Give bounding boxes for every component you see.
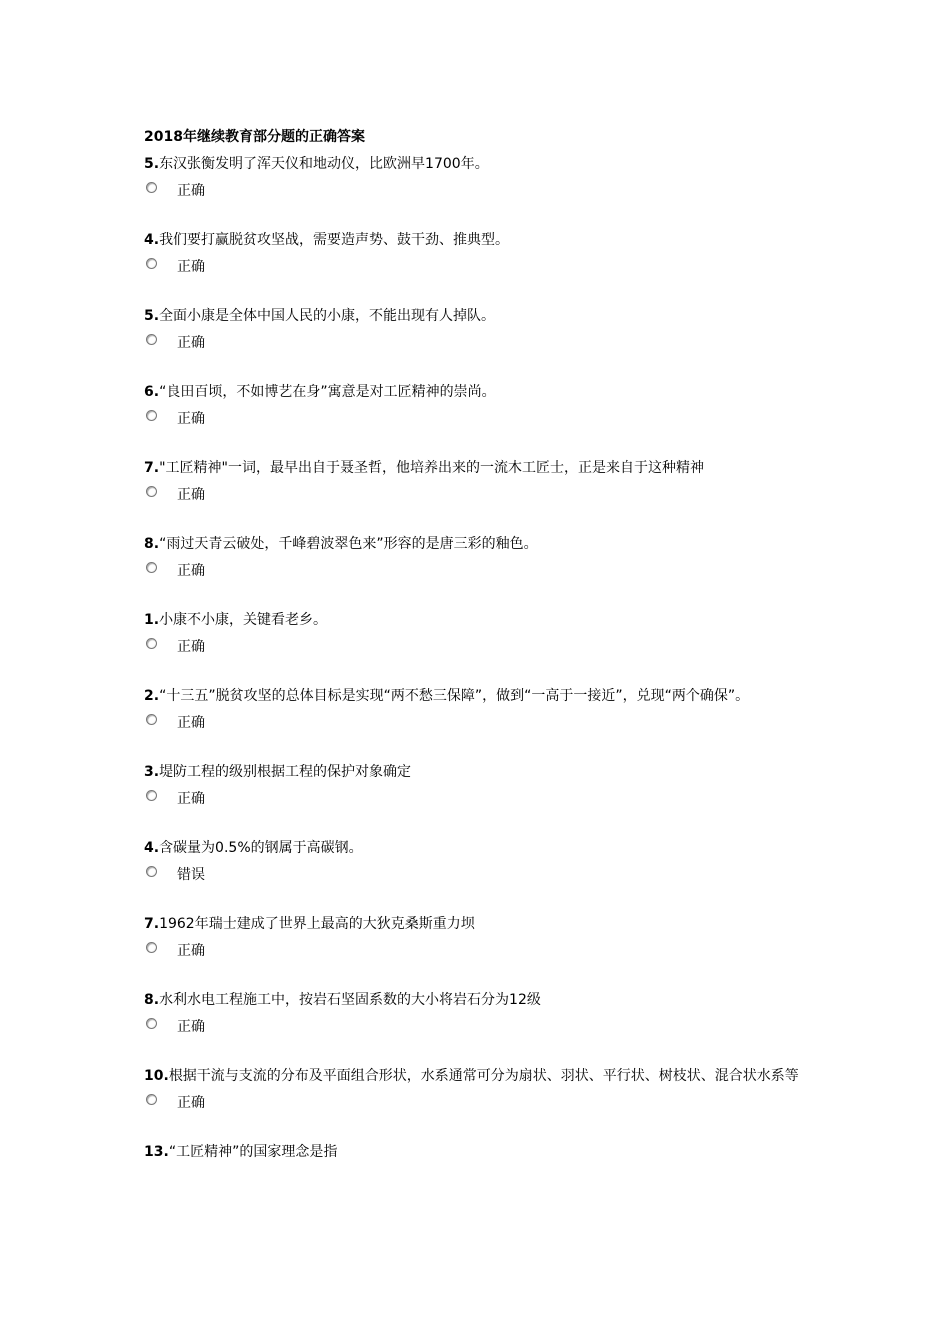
question-body: 我们要打赢脱贫攻坚战，需要造声势、鼓干劲、推典型。 xyxy=(159,232,510,248)
question-number: 8. xyxy=(144,992,160,1008)
question-number: 3. xyxy=(144,764,160,780)
radio-button-icon[interactable] xyxy=(146,562,157,573)
question-number: 5. xyxy=(144,156,160,172)
answer-label: 正确 xyxy=(177,335,205,351)
question-body: 水利水电工程施工中，按岩石坚固系数的大小将岩石分为12级 xyxy=(159,992,541,1008)
answer-label: 正确 xyxy=(177,563,205,579)
question-number: 7. xyxy=(144,460,160,476)
question-text xyxy=(144,1140,808,1164)
question-body: 1962年瑞士建成了世界上最高的大狄克桑斯重力坝 xyxy=(159,916,475,932)
answer-option[interactable] xyxy=(144,633,808,661)
question-item xyxy=(144,760,808,813)
question-body: 堤防工程的级别根据工程的保护对象确定 xyxy=(159,764,412,780)
answer-option[interactable] xyxy=(144,1089,808,1117)
question-item xyxy=(144,608,808,661)
question-item xyxy=(144,456,808,509)
question-item xyxy=(144,152,808,205)
question-body: 小康不小康，关键看老乡。 xyxy=(159,612,328,628)
radio-button-icon[interactable] xyxy=(146,714,157,725)
radio-button-icon[interactable] xyxy=(146,638,157,649)
question-text xyxy=(144,228,808,252)
question-text xyxy=(144,456,808,480)
question-text xyxy=(144,532,808,556)
question-item xyxy=(144,912,808,965)
question-number: 8. xyxy=(144,536,160,552)
question-number: 10. xyxy=(144,1068,169,1084)
radio-button-icon[interactable] xyxy=(146,1018,157,1029)
question-text xyxy=(144,988,808,1012)
question-number: 4. xyxy=(144,232,160,248)
question-body: "工匠精神"一词，最早出自于聂圣哲，他培养出来的一流木工匠士，正是来自于这种精神 xyxy=(159,460,704,476)
question-number: 2. xyxy=(144,688,160,704)
answer-option[interactable] xyxy=(144,937,808,965)
answer-option[interactable] xyxy=(144,253,808,281)
question-body: 含碳量为0.5%的钢属于高碳钢。 xyxy=(159,840,363,856)
radio-button-icon[interactable] xyxy=(146,334,157,345)
radio-button-icon[interactable] xyxy=(146,258,157,269)
answer-label: 正确 xyxy=(177,715,205,731)
question-number: 6. xyxy=(144,384,160,400)
question-text xyxy=(144,304,808,328)
question-item xyxy=(144,532,808,585)
answer-label: 错误 xyxy=(177,867,205,883)
question-text xyxy=(144,608,808,632)
question-text xyxy=(144,684,808,708)
question-body: “良田百顷，不如博艺在身”寓意是对工匠精神的崇尚。 xyxy=(159,384,496,400)
question-item xyxy=(144,1064,808,1117)
radio-button-icon[interactable] xyxy=(146,410,157,421)
question-item xyxy=(144,988,808,1041)
question-item xyxy=(144,380,808,433)
question-item xyxy=(144,836,808,889)
answer-label: 正确 xyxy=(177,487,205,503)
radio-button-icon[interactable] xyxy=(146,486,157,497)
question-text xyxy=(144,380,808,404)
answer-option[interactable] xyxy=(144,329,808,357)
answer-label: 正确 xyxy=(177,1019,205,1035)
question-number: 5. xyxy=(144,308,160,324)
question-number: 1. xyxy=(144,612,160,628)
answer-option[interactable] xyxy=(144,177,808,205)
question-body: “工匠精神”的国家理念是指 xyxy=(168,1144,338,1160)
answer-option[interactable] xyxy=(144,1013,808,1041)
question-number: 7. xyxy=(144,916,160,932)
radio-button-icon[interactable] xyxy=(146,1094,157,1105)
answer-label: 正确 xyxy=(177,791,205,807)
question-body: “十三五”脱贫攻坚的总体目标是实现“两不愁三保障”，做到“一高于一接近”，兑现“两个确保”。 xyxy=(159,688,750,704)
question-number: 4. xyxy=(144,840,160,856)
answer-label: 正确 xyxy=(177,183,205,199)
question-text xyxy=(144,1064,808,1088)
answer-option[interactable] xyxy=(144,785,808,813)
answer-option[interactable] xyxy=(144,861,808,889)
answer-option[interactable] xyxy=(144,405,808,433)
question-list xyxy=(144,152,808,1187)
answer-label: 正确 xyxy=(177,943,205,959)
question-body: “雨过天青云破处，千峰碧波翠色来”形容的是唐三彩的釉色。 xyxy=(159,536,538,552)
question-number: 13. xyxy=(144,1144,169,1160)
radio-button-icon[interactable] xyxy=(146,866,157,877)
question-text xyxy=(144,760,808,784)
answer-label: 正确 xyxy=(177,411,205,427)
answer-label: 正确 xyxy=(177,259,205,275)
radio-button-icon[interactable] xyxy=(146,790,157,801)
question-item xyxy=(144,228,808,281)
radio-button-icon[interactable] xyxy=(146,942,157,953)
question-item xyxy=(144,304,808,357)
question-text xyxy=(144,836,808,860)
question-text xyxy=(144,912,808,936)
question-text xyxy=(144,152,808,176)
question-item xyxy=(144,1140,808,1164)
radio-button-icon[interactable] xyxy=(146,182,157,193)
page-title: 2018年继续教育部分题的正确答案 xyxy=(144,129,365,145)
answer-option[interactable] xyxy=(144,481,808,509)
question-item xyxy=(144,684,808,737)
question-body: 全面小康是全体中国人民的小康，不能出现有人掉队。 xyxy=(159,308,496,324)
answer-label: 正确 xyxy=(177,1095,205,1111)
question-body: 东汉张衡发明了浑天仪和地动仪，比欧洲早1700年。 xyxy=(159,156,489,172)
answer-label: 正确 xyxy=(177,639,205,655)
answer-option[interactable] xyxy=(144,709,808,737)
answer-option[interactable] xyxy=(144,557,808,585)
question-body: 根据干流与支流的分布及平面组合形状，水系通常可分为扇状、羽状、平行状、树枝状、混合状水系等 xyxy=(168,1068,799,1084)
